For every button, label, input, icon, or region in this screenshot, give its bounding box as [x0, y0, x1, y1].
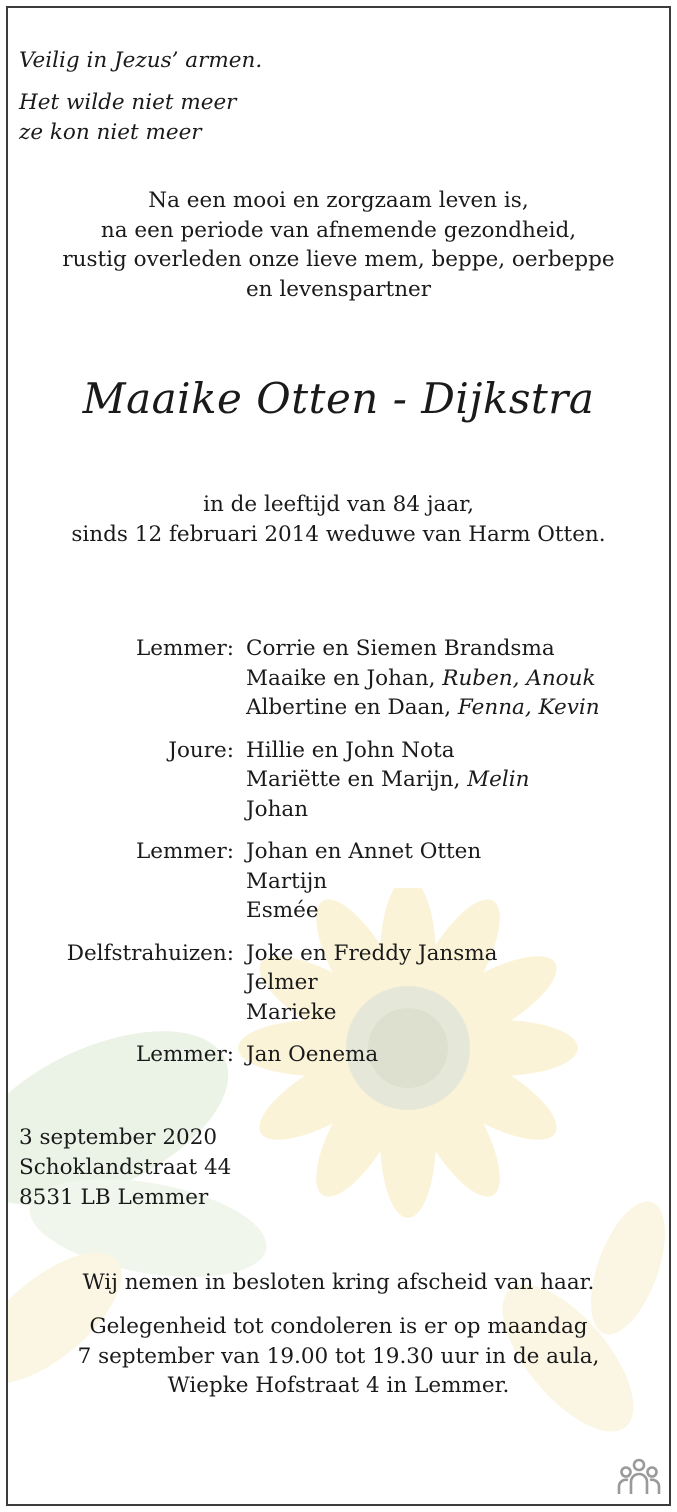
family-member-names: Johan [246, 796, 309, 822]
family-member-line [246, 837, 669, 867]
verse-line-2: Het wilde niet meer [19, 90, 237, 115]
family-member-names: Joke en Freddy Jansma [246, 940, 498, 966]
family-member-names: Corrie en Siemen Brandsma [246, 636, 555, 661]
family-group [8, 1040, 669, 1070]
family-members [246, 1040, 669, 1070]
family-member-names: Johan en Annet Otten [246, 839, 482, 864]
family-member-line [246, 1040, 669, 1070]
family-place: Delfstrahuizen: [66, 940, 234, 966]
family-member-line [246, 693, 669, 723]
family-member-line [246, 968, 669, 998]
family-members [246, 837, 669, 926]
age-text [8, 490, 669, 549]
family-member-names: Maaike en Johan, [246, 665, 443, 691]
family-member-names: Martijn [246, 868, 328, 894]
obituary-card [6, 6, 671, 1506]
farewell-text: Wij nemen in besloten kring afscheid van haar. [82, 1270, 595, 1295]
family-place: Lemmer: [135, 1042, 234, 1067]
intro-text [8, 186, 669, 304]
family-list [8, 634, 669, 1083]
family-place: Lemmer: [135, 839, 234, 864]
intro-line: en levenspartner [245, 276, 432, 302]
family-member-line [246, 939, 669, 969]
family-member-line [246, 634, 669, 664]
address-block [19, 1123, 231, 1213]
condolence-line: 7 september van 19.00 tot 19.30 uur in de aula, [77, 1343, 600, 1369]
family-grandchildren: Ruben, Anouk [442, 665, 596, 691]
family-members [246, 634, 669, 723]
postal-city-line: 8531 LB Lemmer [19, 1185, 209, 1210]
family-member-line [246, 765, 669, 795]
verse-line-3: ze kon niet meer [19, 120, 202, 145]
family-member-names: Hillie en John Nota [246, 737, 455, 763]
family-member-names: Marieke [246, 999, 337, 1025]
family-member-line [246, 664, 669, 694]
family-place: Lemmer: [135, 636, 234, 661]
family-member-line [246, 795, 669, 825]
age-line: in de leeftijd van 84 jaar, [203, 492, 474, 517]
people-group-icon [617, 1456, 661, 1496]
family-member-line [246, 896, 669, 926]
verse-line-1: Veilig in Jezus’ armen. [19, 48, 263, 73]
family-member-line [246, 736, 669, 766]
intro-line: rustig overleden onze lieve mem, beppe, oerbeppe [62, 247, 615, 272]
family-group [8, 837, 669, 926]
intro-line: Na een mooi en zorgzaam leven is, [148, 188, 529, 213]
street-line: Schoklandstraat 44 [19, 1155, 232, 1180]
family-member-names: Jelmer [246, 970, 318, 995]
family-group [8, 634, 669, 723]
age-line: sinds 12 februari 2014 weduwe van Harm Otten. [71, 521, 606, 547]
family-member-names: Mariëtte en Marijn, [246, 767, 468, 792]
deceased-name: Maaike Otten - Dijkstra [82, 374, 595, 423]
family-place: Joure: [168, 737, 234, 763]
family-member-line [246, 867, 669, 897]
condolence-line: Gelegenheid tot condoleren is er op maandag [89, 1314, 588, 1339]
condolence-text [8, 1312, 669, 1401]
family-group [8, 939, 669, 1028]
family-members [246, 939, 669, 1028]
family-member-names: Albertine en Daan, [246, 695, 458, 720]
family-group [8, 736, 669, 825]
family-member-line [246, 998, 669, 1028]
family-grandchildren: Melin [467, 767, 530, 792]
intro-line: na een periode van afnemende gezondheid, [100, 217, 577, 243]
family-member-names: Jan Oenema [246, 1042, 379, 1067]
family-grandchildren: Fenna, Kevin [457, 695, 600, 720]
family-member-names: Esmée [246, 898, 319, 923]
family-members [246, 736, 669, 825]
date-line: 3 september 2020 [19, 1125, 218, 1150]
condolence-line: Wiepke Hofstraat 4 in Lemmer. [167, 1373, 510, 1398]
